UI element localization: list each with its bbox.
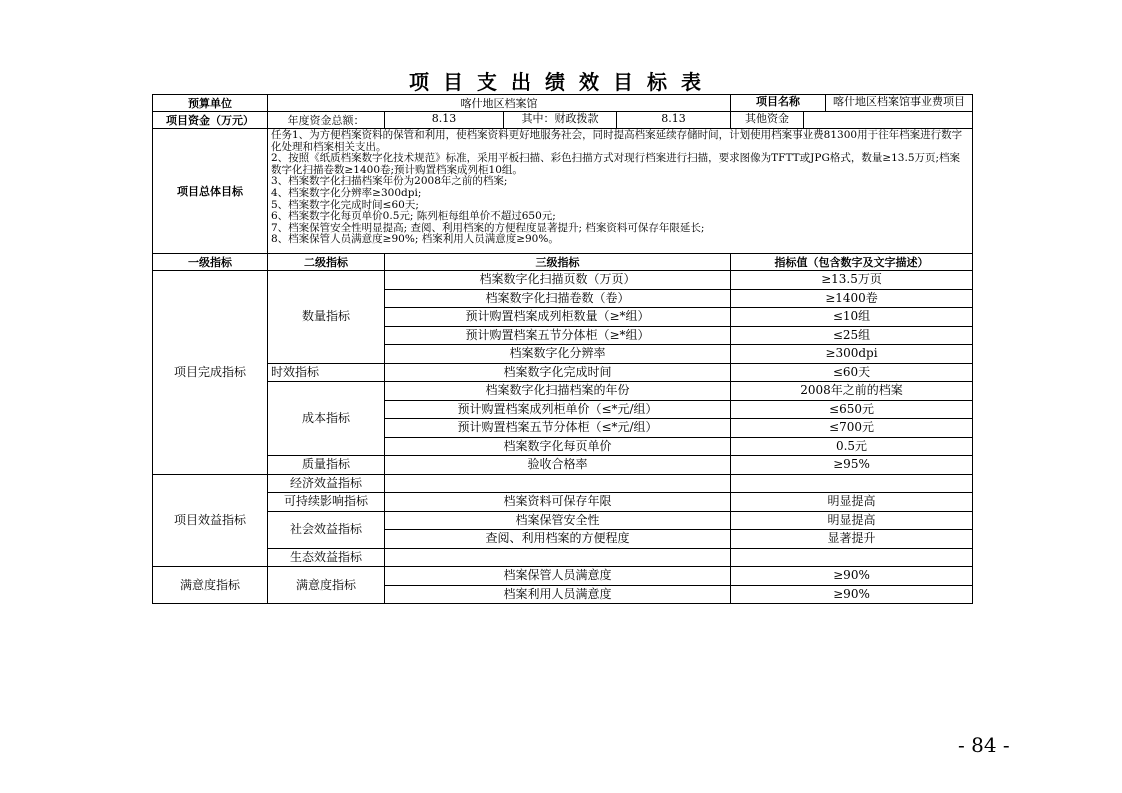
indicator-value: ≤25组 (731, 326, 973, 345)
goal-line-2: 2、按照《纸质档案数字化技术规范》标准，采用平板扫描、彩色扫描方式对现行档案进行扫描，要求图像为TFTT或JPG格式，数量≥13.5万页;档案数字化扫描卷数≥1400卷;预计购置档案成列柜10组。 (271, 152, 961, 176)
indicator-value: 2008年之前的档案 (731, 382, 973, 401)
indicator-value: ≤10组 (731, 308, 973, 327)
table-row (153, 493, 973, 512)
indicator-value: ≥90% (731, 585, 973, 604)
goal-row (153, 129, 973, 254)
funds-label: 项目资金（万元） (153, 112, 268, 129)
indicator-value: ≥300dpi (731, 345, 973, 364)
indicator-name: 档案利用人员满意度 (385, 585, 731, 604)
indicator-name: 预计购置档案五节分体柜（≥*组） (385, 326, 731, 345)
col-header-value: 指标值（包含数字及文字描述） (731, 254, 973, 271)
group-benefit: 项目效益指标 (153, 474, 268, 567)
indicator-name: 档案保管安全性 (385, 511, 731, 530)
other-funds-value (804, 112, 972, 128)
indicator-value: ≥13.5万页 (731, 271, 973, 290)
goal-label: 项目总体目标 (153, 129, 268, 254)
sub-quality: 质量指标 (268, 456, 385, 475)
sub-quantity: 数量指标 (268, 271, 385, 364)
col-header-level3: 三级指标 (385, 254, 731, 271)
header-row-funds (153, 112, 973, 129)
goal-line-5: 5、档案数字化完成时间≤60天; (271, 198, 419, 211)
sub-social: 社会效益指标 (268, 511, 385, 548)
indicator-name: 档案数字化完成时间 (385, 363, 731, 382)
sub-cost: 成本指标 (268, 382, 385, 456)
col-header-level1: 一级指标 (153, 254, 268, 271)
goal-line-4: 4、档案数字化分辨率≥300dpi; (271, 186, 422, 199)
annual-total-value: 8.13 (385, 112, 504, 128)
table-row (153, 271, 973, 290)
budget-unit-value: 喀什地区档案馆 (268, 95, 731, 112)
indicator-name: 档案保管人员满意度 (385, 567, 731, 586)
sub-sustainable: 可持续影响指标 (268, 493, 385, 512)
page-number: - 84 - (958, 733, 1010, 757)
indicator-value: 显著提升 (731, 530, 973, 549)
indicator-value: ≤60天 (731, 363, 973, 382)
annual-total-label: 年度资金总额： (268, 112, 385, 129)
goal-line-3: 3、档案数字化扫描档案年份为2008年之前的档案; (271, 175, 508, 188)
indicator-value: ≤650元 (731, 400, 973, 419)
indicator-name (385, 548, 731, 567)
indicator-name: 档案数字化扫描卷数（卷） (385, 289, 731, 308)
table-row (153, 382, 973, 401)
table-row (153, 511, 973, 530)
indicator-name: 预计购置档案成列柜数量（≥*组） (385, 308, 731, 327)
indicator-value: 0.5元 (731, 437, 973, 456)
sub-timeliness: 时效指标 (268, 363, 385, 382)
col-header-level2: 二级指标 (268, 254, 385, 271)
goal-line-8: 8、档案保管人员满意度≥90%; 档案利用人员满意度≥90%。 (271, 233, 559, 246)
goal-text (268, 129, 973, 254)
indicator-name: 预计购置档案成列柜单价（≤*元/组） (385, 400, 731, 419)
indicator-value: 明显提高 (731, 493, 973, 512)
indicator-value: ≤700元 (731, 419, 973, 438)
group-completion: 项目完成指标 (153, 271, 268, 475)
indicator-value: 明显提高 (731, 511, 973, 530)
project-name-value: 喀什地区档案馆事业费项目 (833, 95, 965, 108)
goal-line-7: 7、档案保管安全性明显提高; 查阅、利用档案的方便程度显著提升; 档案资料可保存年限延长; (271, 221, 705, 234)
funds-detail-cell (385, 112, 731, 129)
table-row (153, 363, 973, 382)
goal-line-1: 任务1、为方便档案资料的保管和利用，使档案资料更好地服务社会，同时提高档案延续存储时间，计划使用档案事业费81300用于往年档案进行数字化处理和档案相关支出。 (271, 129, 963, 153)
project-name-label: 项目名称 (731, 95, 826, 111)
page-title: 项目支出绩效目标表 (409, 70, 715, 94)
other-funds-label: 其他资金 (731, 112, 804, 128)
table-row (153, 548, 973, 567)
goal-line-6: 6、档案数字化每页单价0.5元; 陈列柜每组单价不超过650元; (271, 210, 556, 223)
indicator-name: 档案数字化每页单价 (385, 437, 731, 456)
header-row-unit (153, 95, 973, 112)
budget-unit-label: 预算单位 (153, 95, 268, 112)
sub-satisfaction: 满意度指标 (268, 567, 385, 604)
column-header-row (153, 254, 973, 271)
indicator-value: ≥90% (731, 567, 973, 586)
indicator-name: 档案数字化分辨率 (385, 345, 731, 364)
sub-ecological: 生态效益指标 (268, 548, 385, 567)
indicator-name: 档案资料可保存年限 (385, 493, 731, 512)
performance-table (152, 94, 973, 604)
sub-economic: 经济效益指标 (268, 474, 385, 493)
indicator-name (385, 474, 731, 493)
indicator-name: 查阅、利用档案的方便程度 (385, 530, 731, 549)
indicator-value: ≥1400卷 (731, 289, 973, 308)
table-row (153, 456, 973, 475)
indicator-name: 验收合格率 (385, 456, 731, 475)
indicator-value (731, 474, 973, 493)
other-funds-cell (731, 112, 973, 129)
project-name-cell (731, 95, 973, 112)
group-satisfaction: 满意度指标 (153, 567, 268, 604)
indicator-value (731, 548, 973, 567)
indicator-name: 档案数字化扫描页数（万页） (385, 271, 731, 290)
indicator-name: 预计购置档案五节分体柜（≤*元/组） (385, 419, 731, 438)
indicator-value: ≥95% (731, 456, 973, 475)
table-row (153, 567, 973, 586)
fiscal-value: 8.13 (661, 112, 686, 125)
indicator-name: 档案数字化扫描档案的年份 (385, 382, 731, 401)
fiscal-label: 其中：财政拨款 (504, 112, 617, 128)
table-row (153, 474, 973, 493)
